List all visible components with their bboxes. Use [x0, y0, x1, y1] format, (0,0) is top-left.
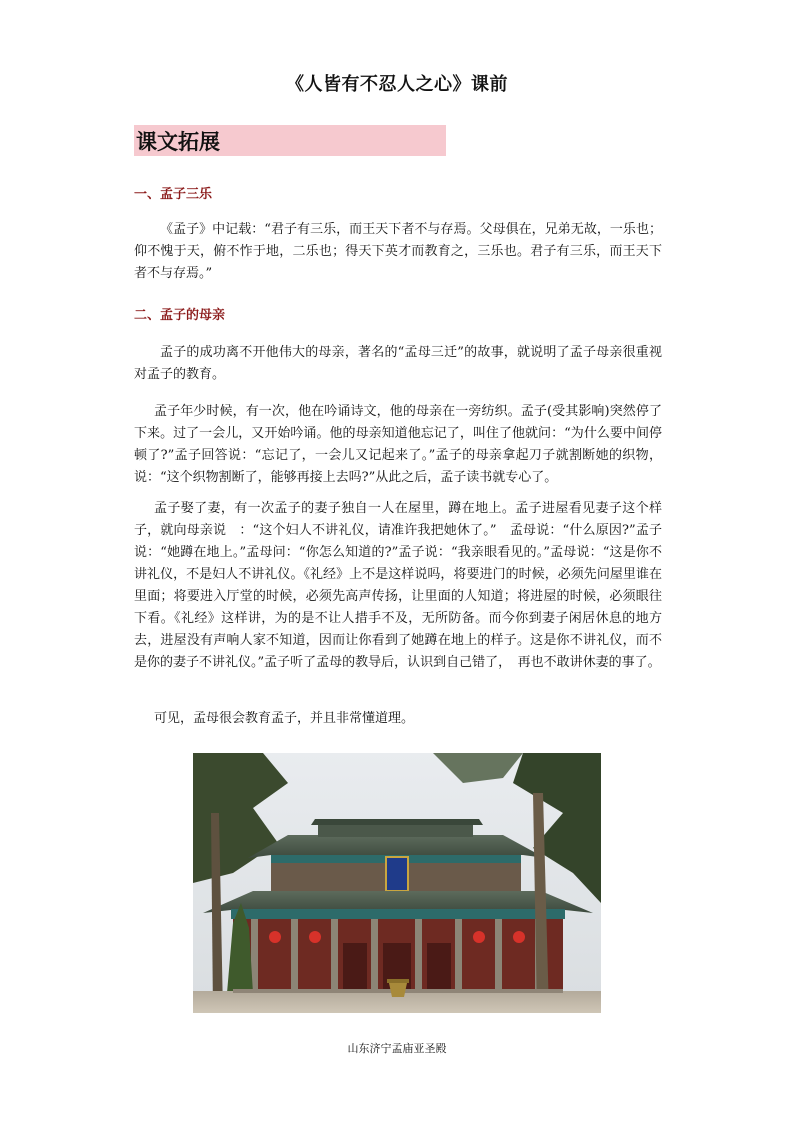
section2-paragraph-4: 可见，孟母很会教育孟子，并且非常懂道理。	[154, 711, 415, 726]
section2-paragraph-3: 孟子娶了妻，有一次孟子的妻子独自一人在屋里，蹲在地上。孟子进屋看见妻子这个样子，就向母亲说 ：“这个妇人不讲礼仪，请准许我把她休了。” 孟母说：“什么原因?”孟子说：“她蹲在地上。”孟母问：“你怎么知道的?”孟子说：“我亲眼看见的。”孟母说：“这是你不讲礼仪，不是妇人不讲礼仪。《礼经》上不是这样说吗，将要进门的时候，必须先问屋里谁在里面；将要进入厅堂的时候，必须先高声传扬，让里面的人知道；将进屋的时候，必须眼往下看。《礼经》这样讲，为的是不让人措手不及，无所防备。而今你到妻子闲居休息的地方去，进屋没有声响人家不知道，因而让你看到了她蹲在地上的样子。这是你不讲礼仪，而不是你的妻子不讲礼仪。”孟子听了孟母的教导后，认识到自己错了， 再也不敢讲休妻的事了。	[134, 501, 662, 670]
section-banner	[134, 125, 446, 156]
photo-caption: 山东济宁孟庙亚圣殿	[347, 1042, 447, 1055]
temple-photo	[193, 753, 601, 1013]
section2-paragraph-1: 孟子的成功离不开他伟大的母亲，著名的“孟母三迁”的故事，就说明了孟子母亲很重视对孟子的教育。	[134, 345, 662, 382]
section2-heading: 二、孟子的母亲	[134, 308, 226, 323]
section1-heading: 一、孟子三乐	[134, 187, 213, 202]
section-banner-label: 课文拓展	[136, 128, 220, 154]
section1-paragraph: 《孟子》中记载：“君子有三乐，而王天下者不与存焉。父母俱在，兄弟无故，一乐也；仰不愧于天，俯不怍于地，二乐也；得天下英才而教育之，三乐也。君子有三乐，而王天下者不与存焉。”	[134, 222, 662, 281]
section2-paragraph-2: 孟子年少时候，有一次，他在吟诵诗文，他的母亲在一旁纺织。孟子(受其影响)突然停了下来。过了一会儿，又开始吟诵。他的母亲知道他忘记了，叫住了他就问：“为什么要中间停顿了?”孟子回答说：“忘记了，一会儿又记起来了。”孟子的母亲拿起刀子就割断她的织物，说：“这个织物割断了，能够再接上去吗?”从此之后，孟子读书就专心了。	[134, 404, 662, 485]
page-title: 《人皆有不忍人之心》课前	[286, 74, 508, 95]
